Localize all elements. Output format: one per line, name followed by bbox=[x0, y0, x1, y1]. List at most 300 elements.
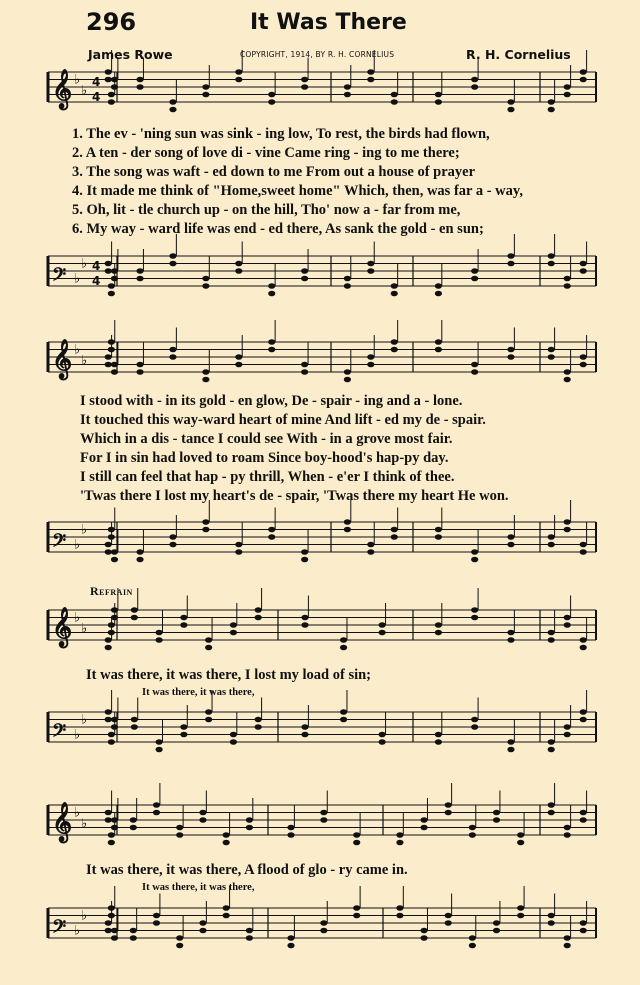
note-head bbox=[176, 943, 183, 949]
note-head bbox=[353, 832, 360, 838]
flat-sign-icon: ♭ bbox=[81, 522, 88, 538]
hymn-number: 296 bbox=[86, 8, 137, 36]
note-head bbox=[202, 92, 209, 98]
note-head bbox=[199, 817, 206, 823]
note-head bbox=[469, 825, 476, 831]
note-head bbox=[471, 557, 478, 563]
note-head bbox=[202, 519, 209, 525]
note-head bbox=[379, 732, 386, 738]
note-head bbox=[420, 928, 427, 934]
note-head bbox=[301, 724, 308, 730]
note-head bbox=[344, 276, 351, 282]
note-head bbox=[580, 920, 587, 926]
note-head bbox=[320, 920, 327, 926]
note-head bbox=[580, 709, 587, 715]
note-head bbox=[199, 928, 206, 934]
note-head bbox=[105, 709, 112, 715]
note-head bbox=[136, 268, 143, 274]
note-head bbox=[435, 99, 442, 105]
note-head bbox=[391, 347, 398, 353]
note-head bbox=[105, 542, 112, 548]
note-head bbox=[105, 810, 112, 816]
note-head bbox=[108, 92, 115, 98]
note-head bbox=[580, 717, 587, 723]
note-head bbox=[105, 645, 112, 651]
note-head bbox=[564, 935, 571, 941]
note-head bbox=[493, 817, 500, 823]
flat-sign-icon: ♭ bbox=[74, 610, 81, 626]
note-head bbox=[367, 549, 374, 555]
flat-sign-icon: ♭ bbox=[74, 72, 81, 88]
note-head bbox=[564, 377, 571, 383]
note-head bbox=[469, 935, 476, 941]
note-head bbox=[420, 935, 427, 941]
note-head bbox=[353, 905, 360, 911]
note-head bbox=[205, 709, 212, 715]
note-head bbox=[580, 354, 587, 360]
note-head bbox=[169, 253, 176, 259]
note-head bbox=[108, 732, 115, 738]
note-head bbox=[105, 261, 112, 267]
note-head bbox=[169, 347, 176, 353]
note-head bbox=[156, 630, 163, 636]
refrain-lyric-2: It was there, it was there, A flood of glo - ry came in. bbox=[86, 862, 408, 878]
note-head bbox=[230, 739, 237, 745]
note-head bbox=[176, 825, 183, 831]
note-head bbox=[435, 732, 442, 738]
note-head bbox=[111, 276, 118, 282]
note-head bbox=[230, 630, 237, 636]
refrain-lyric-1: It was there, it was there, I lost my load of sin; bbox=[86, 667, 372, 683]
note-head bbox=[235, 354, 242, 360]
note-head bbox=[379, 630, 386, 636]
note-head bbox=[255, 717, 262, 723]
verse-line-3: 3. The song was waft - ed down to me From out a house of prayer bbox=[72, 164, 476, 180]
note-head bbox=[548, 253, 555, 259]
note-head bbox=[202, 84, 209, 90]
note-head bbox=[130, 825, 137, 831]
note-head bbox=[564, 832, 571, 838]
note-head bbox=[507, 630, 514, 636]
copyright-notice: COPYRIGHT, 1914, BY R. H. CORNELIUS bbox=[240, 50, 395, 59]
note-head bbox=[111, 557, 118, 563]
note-head bbox=[176, 832, 183, 838]
flat-sign-icon: ♭ bbox=[81, 908, 88, 924]
note-head bbox=[517, 832, 524, 838]
note-head bbox=[471, 607, 478, 613]
note-head bbox=[105, 817, 112, 823]
note-head bbox=[435, 630, 442, 636]
note-head bbox=[435, 527, 442, 533]
note-head bbox=[548, 747, 555, 753]
note-head bbox=[246, 825, 253, 831]
note-head bbox=[136, 557, 143, 563]
note-head bbox=[169, 542, 176, 548]
note-head bbox=[169, 99, 176, 105]
flat-sign-icon: ♭ bbox=[81, 83, 88, 99]
note-head bbox=[320, 817, 327, 823]
time-signature: 4 bbox=[92, 259, 101, 273]
flat-sign-icon: ♭ bbox=[74, 537, 81, 553]
verse2-line-2: It touched this way-ward heart of mine And lift - ed my de - spair. bbox=[80, 412, 486, 428]
note-head bbox=[223, 840, 230, 846]
note-head bbox=[353, 913, 360, 919]
author-credit: James Rowe bbox=[88, 47, 173, 62]
note-head bbox=[108, 527, 115, 533]
note-head bbox=[469, 832, 476, 838]
note-head bbox=[548, 637, 555, 643]
note-head bbox=[205, 645, 212, 651]
note-head bbox=[580, 268, 587, 274]
note-head bbox=[344, 527, 351, 533]
time-signature: 4 bbox=[92, 90, 101, 104]
note-head bbox=[301, 77, 308, 83]
note-head bbox=[580, 810, 587, 816]
note-head bbox=[396, 840, 403, 846]
note-head bbox=[564, 276, 571, 282]
note-head bbox=[367, 354, 374, 360]
note-head bbox=[391, 283, 398, 289]
note-head bbox=[202, 527, 209, 533]
note-head bbox=[344, 283, 351, 289]
note-head bbox=[105, 549, 112, 555]
note-head bbox=[130, 817, 137, 823]
note-head bbox=[471, 84, 478, 90]
note-head bbox=[105, 717, 112, 723]
note-head bbox=[471, 724, 478, 730]
note-head bbox=[287, 825, 294, 831]
note-head bbox=[493, 810, 500, 816]
composer-credit: R. H. Cornelius bbox=[466, 47, 571, 62]
note-head bbox=[180, 615, 187, 621]
note-head bbox=[105, 354, 112, 360]
note-head bbox=[548, 534, 555, 540]
note-head bbox=[223, 913, 230, 919]
note-head bbox=[396, 913, 403, 919]
note-head bbox=[301, 268, 308, 274]
note-head bbox=[153, 920, 160, 926]
note-head bbox=[268, 527, 275, 533]
note-head bbox=[111, 928, 118, 934]
note-head bbox=[108, 291, 115, 297]
note-head bbox=[111, 825, 118, 831]
note-head bbox=[548, 802, 555, 808]
note-head bbox=[320, 810, 327, 816]
note-head bbox=[445, 802, 452, 808]
note-head bbox=[301, 369, 308, 375]
note-head bbox=[507, 739, 514, 745]
note-head bbox=[493, 920, 500, 926]
note-head bbox=[223, 905, 230, 911]
note-head bbox=[301, 549, 308, 555]
note-head bbox=[235, 77, 242, 83]
note-head bbox=[548, 107, 555, 113]
note-head bbox=[548, 810, 555, 816]
note-head bbox=[344, 84, 351, 90]
flat-sign-icon: ♭ bbox=[81, 256, 88, 272]
note-head bbox=[507, 253, 514, 259]
note-head bbox=[108, 283, 115, 289]
note-head bbox=[340, 709, 347, 715]
note-head bbox=[396, 832, 403, 838]
note-head bbox=[435, 291, 442, 297]
note-head bbox=[111, 724, 118, 730]
note-head bbox=[169, 354, 176, 360]
note-head bbox=[493, 928, 500, 934]
note-head bbox=[105, 920, 112, 926]
note-head bbox=[391, 534, 398, 540]
note-head bbox=[580, 542, 587, 548]
note-head bbox=[301, 84, 308, 90]
verse2-line-4: For I in sin had loved to roam Since boy-hood's hap-py day. bbox=[80, 450, 449, 466]
note-head bbox=[471, 362, 478, 368]
note-head bbox=[564, 369, 571, 375]
note-head bbox=[548, 347, 555, 353]
note-head bbox=[268, 92, 275, 98]
note-head bbox=[223, 832, 230, 838]
note-head bbox=[108, 99, 115, 105]
note-head bbox=[435, 283, 442, 289]
note-head bbox=[580, 261, 587, 267]
note-head bbox=[507, 542, 514, 548]
note-head bbox=[108, 534, 115, 540]
time-signature: 4 bbox=[92, 274, 101, 288]
hymn-title: It Was There bbox=[250, 10, 407, 35]
note-head bbox=[580, 928, 587, 934]
note-head bbox=[367, 69, 374, 75]
note-head bbox=[108, 905, 115, 911]
note-head bbox=[169, 107, 176, 113]
note-head bbox=[230, 622, 237, 628]
verse2-line-1: I stood with - in its gold - en glow, De - spair - ing and a - lone. bbox=[80, 393, 463, 409]
verse2-line-6: 'Twas there I lost my heart's de - spair, 'Twas there my heart He won. bbox=[80, 488, 509, 504]
bass-clef-icon: 𝄢 bbox=[52, 916, 67, 942]
flat-sign-icon: ♭ bbox=[81, 816, 88, 832]
note-head bbox=[340, 717, 347, 723]
note-head bbox=[136, 276, 143, 282]
note-head bbox=[445, 920, 452, 926]
verse2-line-5: I still can feel that hap - py thrill, When - e'er I think of thee. bbox=[80, 469, 455, 485]
note-head bbox=[301, 622, 308, 628]
bass-clef-icon: 𝄢 bbox=[52, 264, 67, 290]
note-head bbox=[169, 261, 176, 267]
note-head bbox=[235, 362, 242, 368]
note-head bbox=[268, 339, 275, 345]
note-head bbox=[180, 622, 187, 628]
note-head bbox=[108, 913, 115, 919]
note-head bbox=[108, 622, 115, 628]
refrain-bass-lyric-2: It was there, it was there, bbox=[142, 882, 255, 893]
time-signature: 4 bbox=[92, 75, 101, 89]
note-head bbox=[435, 92, 442, 98]
note-head bbox=[548, 739, 555, 745]
note-head bbox=[396, 905, 403, 911]
note-head bbox=[111, 717, 118, 723]
note-head bbox=[564, 283, 571, 289]
note-head bbox=[105, 268, 112, 274]
note-head bbox=[564, 622, 571, 628]
note-head bbox=[420, 817, 427, 823]
bass-clef-icon: 𝄢 bbox=[52, 530, 67, 556]
note-head bbox=[445, 810, 452, 816]
note-head bbox=[105, 77, 112, 83]
note-head bbox=[268, 291, 275, 297]
note-head bbox=[287, 935, 294, 941]
note-head bbox=[507, 347, 514, 353]
note-head bbox=[344, 519, 351, 525]
treble-clef-icon: 𝄞 bbox=[52, 339, 73, 379]
note-head bbox=[131, 615, 138, 621]
note-head bbox=[344, 369, 351, 375]
note-head bbox=[564, 519, 571, 525]
note-head bbox=[471, 615, 478, 621]
note-head bbox=[580, 77, 587, 83]
flat-sign-icon: ♭ bbox=[74, 923, 81, 939]
note-head bbox=[268, 99, 275, 105]
note-head bbox=[301, 615, 308, 621]
note-head bbox=[156, 739, 163, 745]
flat-sign-icon: ♭ bbox=[81, 353, 88, 369]
note-head bbox=[548, 354, 555, 360]
note-head bbox=[202, 283, 209, 289]
note-head bbox=[246, 928, 253, 934]
note-head bbox=[548, 920, 555, 926]
note-head bbox=[344, 377, 351, 383]
note-head bbox=[445, 913, 452, 919]
note-head bbox=[205, 717, 212, 723]
note-head bbox=[108, 347, 115, 353]
note-head bbox=[205, 637, 212, 643]
note-head bbox=[136, 77, 143, 83]
flat-sign-icon: ♭ bbox=[81, 712, 88, 728]
treble-clef-icon: 𝄞 bbox=[52, 802, 73, 842]
note-head bbox=[108, 840, 115, 846]
note-head bbox=[367, 362, 374, 368]
note-head bbox=[301, 557, 308, 563]
note-head bbox=[548, 913, 555, 919]
note-head bbox=[235, 69, 242, 75]
note-head bbox=[131, 724, 138, 730]
note-head bbox=[131, 717, 138, 723]
note-head bbox=[153, 810, 160, 816]
verse-line-1: 1. The ev - 'ning sun was sink - ing low, To rest, the birds had flown, bbox=[72, 126, 490, 142]
note-head bbox=[136, 84, 143, 90]
note-head bbox=[268, 347, 275, 353]
note-head bbox=[420, 825, 427, 831]
note-head bbox=[379, 622, 386, 628]
note-head bbox=[391, 99, 398, 105]
note-head bbox=[301, 276, 308, 282]
note-head bbox=[471, 268, 478, 274]
note-head bbox=[320, 928, 327, 934]
note-head bbox=[391, 291, 398, 297]
note-head bbox=[469, 943, 476, 949]
note-head bbox=[108, 739, 115, 745]
note-head bbox=[564, 527, 571, 533]
note-head bbox=[202, 377, 209, 383]
note-head bbox=[202, 369, 209, 375]
note-head bbox=[255, 724, 262, 730]
note-head bbox=[471, 717, 478, 723]
note-head bbox=[391, 92, 398, 98]
note-head bbox=[111, 362, 118, 368]
note-head bbox=[344, 92, 351, 98]
refrain-label: Refrain bbox=[90, 584, 133, 598]
note-head bbox=[301, 732, 308, 738]
note-head bbox=[287, 832, 294, 838]
note-head bbox=[564, 615, 571, 621]
note-head bbox=[268, 283, 275, 289]
note-head bbox=[391, 527, 398, 533]
bass-clef-icon: 𝄢 bbox=[52, 720, 67, 746]
note-head bbox=[131, 607, 138, 613]
note-head bbox=[246, 935, 253, 941]
note-head bbox=[517, 840, 524, 846]
note-head bbox=[199, 920, 206, 926]
note-head bbox=[564, 724, 571, 730]
note-head bbox=[180, 732, 187, 738]
flat-sign-icon: ♭ bbox=[81, 621, 88, 637]
note-head bbox=[153, 913, 160, 919]
verse-line-5: 5. Oh, lit - tle church up - on the hill, Tho' now a - far from me, bbox=[72, 202, 461, 218]
note-head bbox=[564, 92, 571, 98]
note-head bbox=[108, 339, 115, 345]
note-head bbox=[268, 534, 275, 540]
note-head bbox=[548, 261, 555, 267]
note-head bbox=[391, 339, 398, 345]
note-head bbox=[111, 935, 118, 941]
note-head bbox=[471, 369, 478, 375]
note-head bbox=[202, 276, 209, 282]
note-head bbox=[136, 362, 143, 368]
note-head bbox=[507, 354, 514, 360]
note-head bbox=[156, 637, 163, 643]
note-head bbox=[507, 637, 514, 643]
note-head bbox=[548, 630, 555, 636]
note-head bbox=[255, 607, 262, 613]
note-head bbox=[287, 943, 294, 949]
note-head bbox=[471, 549, 478, 555]
note-head bbox=[136, 549, 143, 555]
verse-line-2: 2. A ten - der song of love di - vine Came ring - ing to me there; bbox=[72, 145, 460, 161]
note-head bbox=[340, 637, 347, 643]
note-head bbox=[367, 542, 374, 548]
note-head bbox=[435, 347, 442, 353]
note-head bbox=[367, 268, 374, 274]
treble-clef-icon: 𝄞 bbox=[52, 69, 73, 109]
note-head bbox=[230, 732, 237, 738]
note-head bbox=[111, 615, 118, 621]
flat-sign-icon: ♭ bbox=[74, 727, 81, 743]
note-head bbox=[105, 69, 112, 75]
note-head bbox=[111, 369, 118, 375]
note-head bbox=[180, 724, 187, 730]
note-head bbox=[580, 69, 587, 75]
note-head bbox=[548, 99, 555, 105]
note-head bbox=[435, 622, 442, 628]
note-head bbox=[301, 362, 308, 368]
flat-sign-icon: ♭ bbox=[74, 271, 81, 287]
note-head bbox=[130, 935, 137, 941]
note-head bbox=[169, 534, 176, 540]
note-head bbox=[153, 802, 160, 808]
note-head bbox=[136, 369, 143, 375]
note-head bbox=[580, 637, 587, 643]
verse-line-6: 6. My way - ward life was end - ed there, As sank the gold - en sun; bbox=[72, 221, 484, 237]
note-head bbox=[507, 534, 514, 540]
note-head bbox=[517, 905, 524, 911]
note-head bbox=[564, 732, 571, 738]
